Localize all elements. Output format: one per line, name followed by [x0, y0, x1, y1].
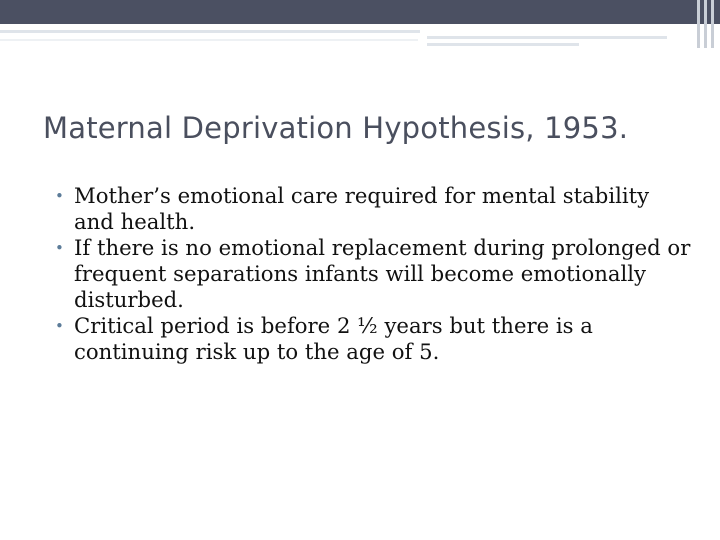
header-bar: [0, 0, 720, 24]
bullet-text: If there is no emotional replacement during prolonged or frequent separations infants will become emotionally disturbed.: [74, 235, 691, 312]
bullet-text: Critical period is before 2 ½ years but there is a continuing risk up to the age of 5.: [74, 313, 593, 364]
bullet-item: [52, 235, 692, 313]
decorative-stripe: [0, 39, 418, 41]
corner-accent: [697, 0, 720, 48]
bullet-marker: •: [55, 317, 64, 335]
slide-title: Maternal Deprivation Hypothesis, 1953.: [43, 111, 629, 145]
decorative-stripe: [0, 30, 420, 33]
bullet-list: [52, 183, 692, 365]
decorative-stripe: [427, 36, 667, 39]
bullet-marker: •: [55, 187, 64, 205]
bullet-text: Mother’s emotional care required for mental stability and health.: [74, 183, 650, 234]
bullet-marker: •: [55, 239, 64, 257]
decorative-stripe: [427, 43, 579, 46]
bullet-item: [52, 313, 692, 365]
bullet-item: [52, 183, 692, 235]
